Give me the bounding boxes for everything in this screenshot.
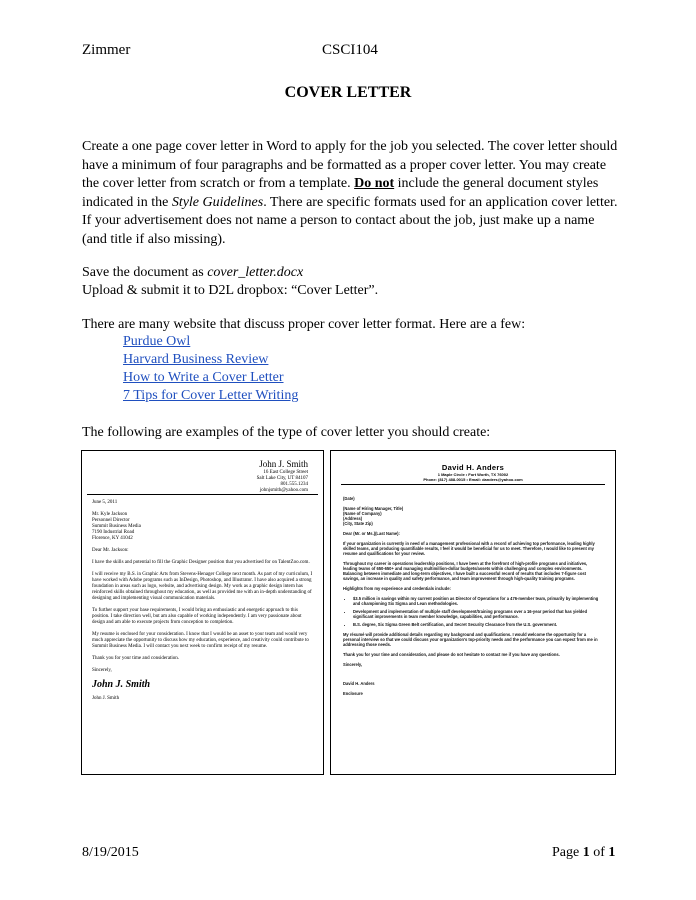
example2-recipient: (Name of Hiring Manager, Title) (Name of Company) (Address) (City, State Zip): [343, 506, 404, 526]
example1-date: June 5, 2011: [92, 500, 118, 505]
example2-paragraph: Highlights from my experience and credentials include:: [343, 586, 451, 591]
example1-divider: [87, 494, 318, 495]
example-letter-2: [330, 450, 616, 775]
example2-bullet: • Development and implementation of multiple staff development/training programs over a 16-year period that has yielded significant improvements in team member knowledge, capabilities, and performance.: [353, 609, 601, 619]
example1-recipient: Mr. Kyle Jackson Personnel Director Summit Business Media 7190 Industrial Road Florence, KY 41042: [92, 512, 141, 541]
example2-bullet: • $3.5 million in savings within my current position as Director of Operations for a 476-member team, primarily by implementing and championing Six Sigma and Lean methodologies.: [353, 596, 601, 606]
websites-intro: There are many website that discuss proper cover letter format. Here are a few:: [82, 317, 526, 332]
footer-date: 8/19/2015: [82, 845, 139, 860]
examples-intro: The following are examples of the type of cover letter you should create:: [82, 425, 491, 440]
example2-contact: Phone: (817) 488-0015 • Email: danders@yahoo.com: [423, 477, 523, 482]
save-prefix: Save the document as: [82, 265, 208, 280]
example1-address-line: johnjsmith@yahoo.com: [259, 488, 308, 493]
link-harvard-business-review[interactable]: Harvard Business Review: [123, 352, 269, 367]
do-not-emphasis: Do not: [354, 176, 395, 191]
example2-enclosure: Enclosure: [343, 691, 363, 696]
example1-signature: John J. Smith: [92, 679, 151, 690]
example1-address-line: 801.555.1234: [280, 482, 308, 487]
save-filename: cover_letter.docx: [207, 265, 304, 280]
example1-closing: Sincerely,: [92, 668, 112, 673]
example1-body: [92, 500, 314, 708]
example2-salutation: Dear (Mr. or Ms.)(Last Name):: [343, 531, 400, 536]
example2-closing: Sincerely,: [343, 662, 363, 667]
example2-name: David H. Anders: [441, 463, 505, 472]
example1-paragraph: I have the skills and potential to fill the Graphic Designer position that you advertised for on TalentZoo.com.: [92, 560, 310, 565]
example1-paragraph: Thank you for your time and consideration.: [92, 656, 180, 661]
style-guidelines-ref: Style Guidelines: [171, 194, 264, 210]
header-author: Zimmer: [82, 42, 131, 58]
example1-address-line: 16 East College Street: [263, 470, 308, 475]
instructions-text-2: include the general document styles indicated in the: [82, 176, 599, 210]
example1-paragraph: My resume is enclosed for your consideration. I know that I would be an asset to your team and would very much appreciate the opportunity to discuss how my education, experience, and creativity could contribute to Summit Business Media. I will contact you next week to confirm receipt of my resume.: [92, 632, 309, 649]
example2-date: (Date): [343, 496, 355, 501]
footer-page-number: Page 1 of 1: [552, 845, 616, 860]
example2-typed-name: David H. Anders: [343, 681, 375, 686]
website-links: [123, 333, 298, 405]
example2-paragraph: My résumé will provide additional details regarding my background and qualifications. I would welcome the opportunity for a personal interview so that we could discuss your organization's top-priority needs and the performance you can expect from me in addressing those needs.: [343, 632, 598, 647]
example1-paragraph: To further support your base requirements, I would bring an enthusiastic and energetic approach to this position. I take direction well, but am also capable of working independently. I am very passionate about design and am able to execute projects from conception to completion.: [92, 608, 302, 625]
example1-letterhead: [257, 459, 308, 494]
example2-divider: [341, 484, 605, 485]
page-title: COVER LETTER: [284, 84, 412, 101]
link-purdue-owl[interactable]: Purdue Owl: [123, 334, 191, 349]
link-7-tips-cover-letter[interactable]: 7 Tips for Cover Letter Writing: [123, 388, 299, 403]
save-instructions: [82, 264, 378, 300]
example1-name: John J. Smith: [259, 459, 308, 469]
example1-address-line: Salt Lake City, UT 84107: [256, 476, 308, 481]
instructions-text-1: Create a one page cover letter in Word to apply for the job you selected. The cover letter should have a minimum of four paragraphs and be formatted as a proper cover letter. You may create the cover letter from scratch or from a template.: [82, 139, 618, 191]
example2-paragraph: Thank you for your time and consideration, and please do not hesitate to contact me if you have any questions.: [343, 652, 560, 657]
instructions-text-3: . There are specific formats used for an application cover letter. If your advertisement does not name a person to contact about the job, just make up a name (and title if also missing).: [82, 194, 618, 247]
example2-paragraph: If your organization is currently in need of a management professional with a record of achieving top performance, leading highly skilled teams, and producing quantifiable results, I feel it would be beneficial for us to meet. Therefore, I would like to present my resume and qualifications for your review.: [343, 541, 595, 556]
example2-letterhead: [331, 463, 615, 482]
example-letter-1: [81, 450, 324, 775]
example2-paragraph: Throughout my career in operations leadership positions, I have been at the forefront of high-profile programs and initiatives, leading teams of 650-650+ and managing multimillion-dollar budgets/assets within challenging and complex environments. Balancing between immediate and long-term objectives, I have built a successful record of results that includes 7-figure cost savings, an increase in quality and safety performance, and team improvement through high-quality training programs.: [343, 561, 588, 581]
header-course: CSCI104: [322, 42, 378, 58]
example1-salutation: Dear Mr. Jackson:: [92, 548, 129, 553]
example2-bullet: • B.S. degree, Six Sigma Green Belt certification, and Secret Security Clearance from the U.S. government.: [353, 622, 601, 627]
example1-typed-name: John J. Smith: [92, 696, 120, 701]
example1-paragraph: I will receive my B.S. in Graphic Arts from Stevens-Henager College next month. As part of my curriculum, I have worked with Adobe programs such as InDesign, Photoshop, and Illustrator. I have also acquired a strong foundation in areas such as logo, website, and advertising design. My work as a graphic design intern has reinforced skills obtained throughout my education, as well as provided me with an in-depth understanding of designing and implementing visual communication materials.: [92, 572, 313, 601]
instructions-paragraph: [82, 138, 622, 249]
example2-address: 1 Maple Circle • Fort Worth, TX 76002: [437, 472, 509, 477]
example2-bullets: [343, 596, 601, 627]
link-how-to-write-cover-letter[interactable]: How to Write a Cover Letter: [123, 370, 284, 385]
upload-instruction: Upload & submit it to D2L dropbox: “Cover Letter”.: [82, 283, 379, 298]
example2-body: [343, 496, 601, 701]
